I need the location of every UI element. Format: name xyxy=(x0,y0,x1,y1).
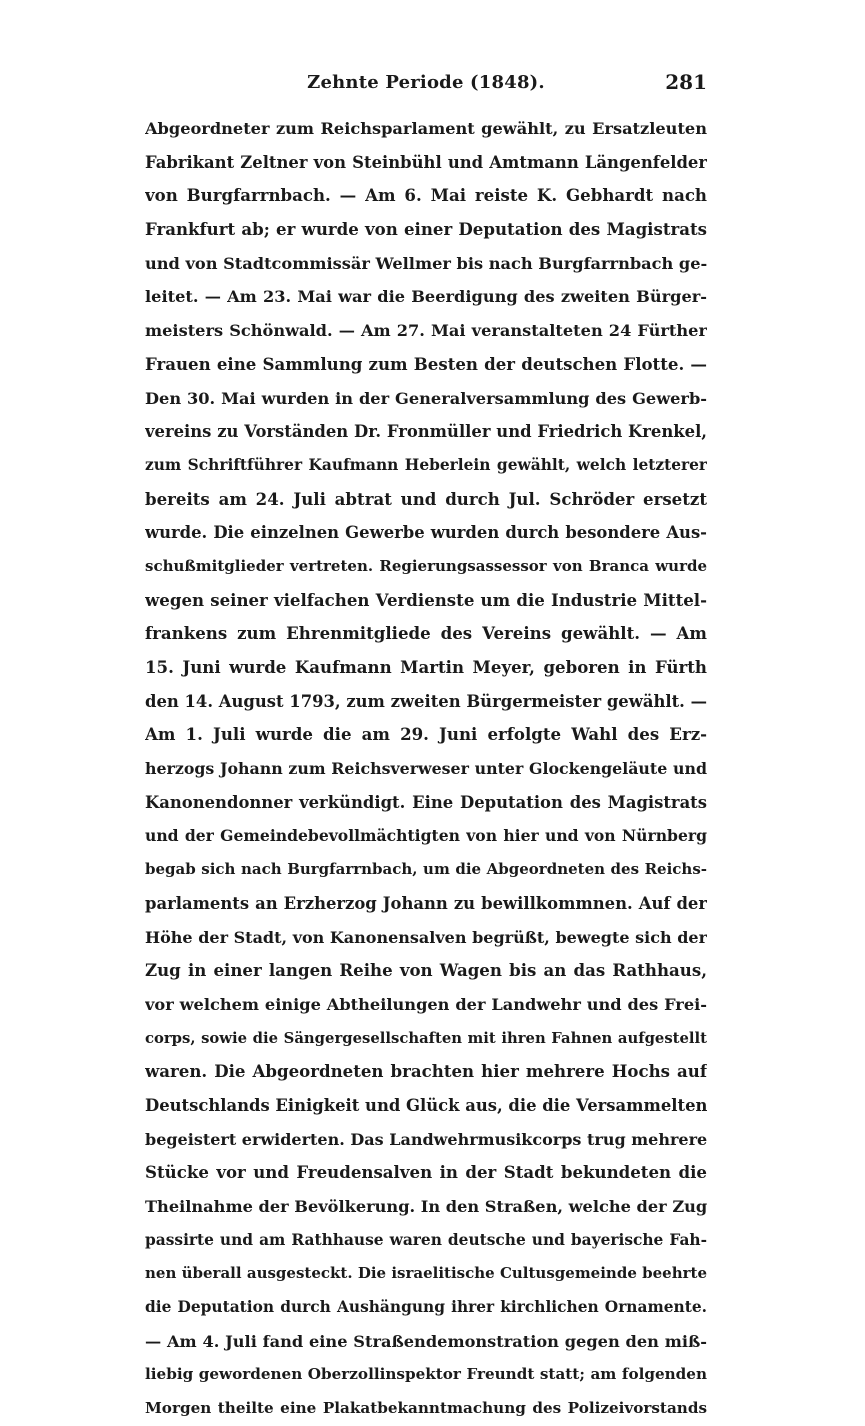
text-line: 15. Juni wurde Kaufmann Martin Meyer, geboren in Fürth xyxy=(145,657,707,677)
text-line: die Deputation durch Aushängung ihrer kirchlichen Ornamente. xyxy=(145,1298,707,1317)
text-line: parlaments an Erzherzog Johann zu bewillkommnen. Auf der xyxy=(145,893,707,913)
text-line: schußmitglieder vertreten. Regierungsassessor von Branca wurde xyxy=(145,556,707,575)
text-line: Fabrikant Zeltner von Steinbühl und Amtmann Längenfelder xyxy=(145,152,707,172)
text-line: frankens zum Ehrenmitgliede des Vereins gewählt. — Am xyxy=(145,623,707,644)
text-line: bereits am 24. Juli abtrat und durch Jul. Schröder ersetzt xyxy=(145,488,707,509)
text-line: und der Gemeindebevollmächtigten von hier und von Nürnberg xyxy=(145,826,707,846)
text-line: corps, sowie die Sängergesellschaften mit ihren Fahnen aufgestellt xyxy=(145,1029,707,1047)
text-line: liebig gewordenen Oberzollinspektor Freundt statt; am folgenden xyxy=(145,1365,707,1384)
text-line: Frankfurt ab; er wurde von einer Deputation des Magistrats xyxy=(145,219,707,240)
text-line: Den 30. Mai wurden in der Generalversammlung des Gewerb- xyxy=(145,388,707,408)
text-line: Am 1. Juli wurde die am 29. Juni erfolgte Wahl des Erz- xyxy=(145,724,707,745)
text-line: Höhe der Stadt, von Kanonensalven begrüßt, bewegte sich der xyxy=(145,927,707,947)
body-text xyxy=(145,112,707,1426)
text-line: herzogs Johann zum Reichsverweser unter Glockengeläute und xyxy=(145,759,707,779)
text-line: den 14. August 1793, zum zweiten Bürgermeister gewählt. — xyxy=(145,691,707,711)
text-line: Morgen theilte eine Plakatbekanntmachung des Polizeivorstands xyxy=(145,1399,707,1418)
text-line: Kanonendonner verkündigt. Eine Deputation des Magistrats xyxy=(145,792,707,812)
text-line: Theilnahme der Bevölkerung. In den Straßen, welche der Zug xyxy=(145,1197,707,1216)
text-line: meisters Schönwald. — Am 27. Mai veranstalteten 24 Fürther xyxy=(145,321,707,341)
text-line: nen überall ausgesteckt. Die israelitische Cultusgemeinde beehrte xyxy=(145,1264,707,1283)
text-line: vereins zu Vorständen Dr. Fronmüller und Friedrich Krenkel, xyxy=(145,422,707,442)
text-line: Zug in einer langen Reihe von Wagen bis an das Rathhaus, xyxy=(145,960,707,981)
text-line: waren. Die Abgeordneten brachten hier mehrere Hochs auf xyxy=(145,1061,707,1082)
text-line: leitet. — Am 23. Mai war die Beerdigung des zweiten Bürger- xyxy=(145,287,707,307)
text-line: wurde. Die einzelnen Gewerbe wurden durch besondere Aus- xyxy=(145,523,707,543)
text-line: und von Stadtcommissär Wellmer bis nach Burgfarrnbach ge- xyxy=(145,253,707,273)
text-line: begeistert erwiderten. Das Landwehrmusikcorps trug mehrere xyxy=(145,1129,707,1149)
text-line: wegen seiner vielfachen Verdienste um die Industrie Mittel- xyxy=(145,589,707,610)
text-line: Abgeordneter zum Reichsparlament gewählt, zu Ersatzleuten xyxy=(145,119,707,138)
page-number: 281 xyxy=(665,70,707,94)
text-line: begab sich nach Burgfarrnbach, um die Abgeordneten des Reichs- xyxy=(145,860,707,879)
text-line: — Am 4. Juli fand eine Straßendemonstration gegen den miß- xyxy=(145,1331,707,1351)
text-line: vor welchem einige Abtheilungen der Landwehr und des Frei- xyxy=(145,994,707,1014)
page-header xyxy=(145,62,707,98)
text-line: von Burgfarrnbach. — Am 6. Mai reiste K. Gebhardt nach xyxy=(145,185,707,206)
text-line: passirte und am Rathhause waren deutsche und bayerische Fah- xyxy=(145,1230,707,1249)
text-line: Frauen eine Sammlung zum Besten der deutschen Flotte. — xyxy=(145,353,707,374)
text-line: Stücke vor und Freudensalven in der Stadt bekundeten die xyxy=(145,1162,707,1183)
text-line: Deutschlands Einigkeit und Glück aus, die die Versammelten xyxy=(145,1095,707,1115)
text-line: zum Schriftführer Kaufmann Heberlein gewählt, welch letzterer xyxy=(145,455,707,474)
running-head: Zehnte Periode (1848). xyxy=(307,72,545,93)
